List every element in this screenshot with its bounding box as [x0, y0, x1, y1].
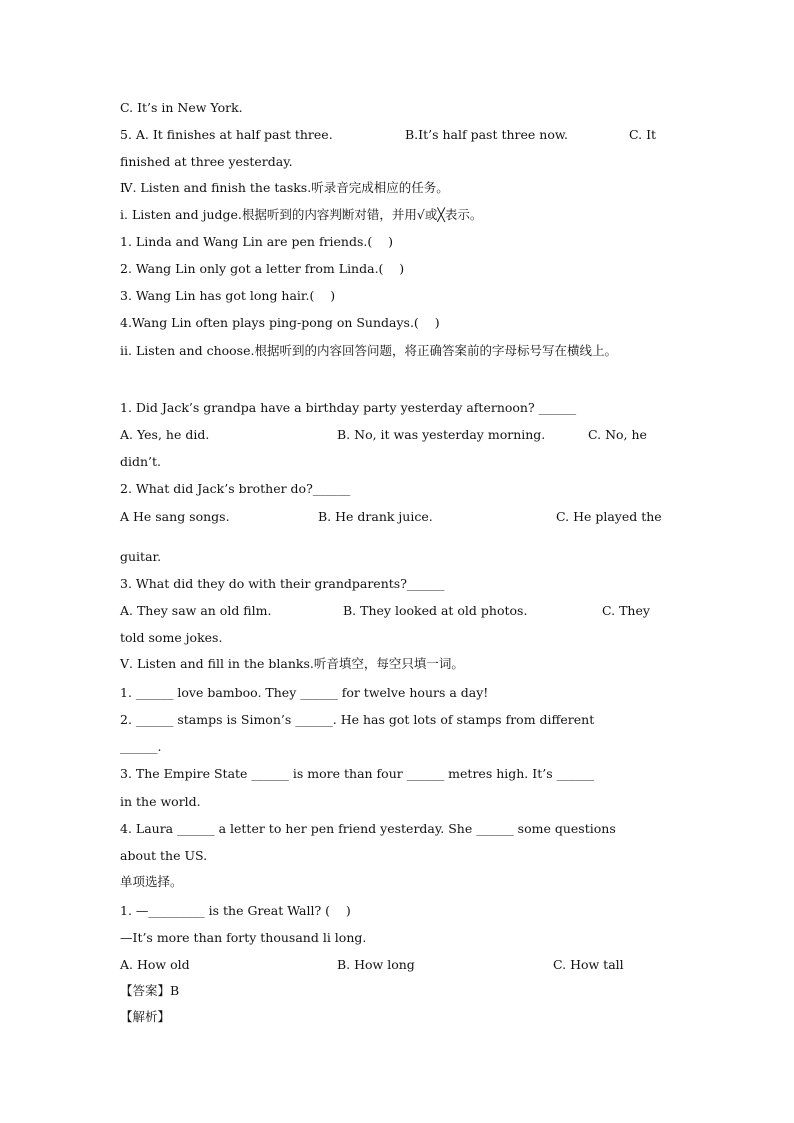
choose-q3-option-b: B. They looked at old photos. — [343, 603, 528, 618]
choose-q3-continuation: told some jokes. — [120, 630, 223, 645]
judge-item: 1. Linda and Wang Lin are pen friends.( ) — [120, 234, 394, 249]
fill-line: 2. ______ stamps is Simon’s ______. He has got lots of stamps from different — [120, 712, 595, 727]
part5-heading: Ⅴ. Listen and fill in the blanks.听音填空，每空只填一词。 — [120, 656, 464, 671]
answer-label: 【答案】B — [120, 983, 180, 998]
fill-line: about the US. — [120, 848, 208, 863]
fill-line: in the world. — [120, 794, 201, 809]
fill-line: ______. — [120, 739, 162, 754]
choose-q1-option-b: B. No, it was yesterday morning. — [337, 427, 546, 442]
q5-option-b: B.It’s half past three now. — [405, 127, 569, 142]
part4-ii-heading: ii. Listen and choose.根据听到的内容回答问题，将正确答案前的字母标号写在横线上。 — [120, 343, 617, 358]
single-choice-heading: 单项选择。 — [120, 874, 183, 889]
fill-line: 1. ______ love bamboo. They ______ for twelve hours a day! — [120, 685, 489, 700]
part4-heading: Ⅳ. Listen and finish the tasks.听录音完成相应的任务。 — [120, 180, 449, 195]
judge-item: 3. Wang Lin has got long hair.( ) — [120, 288, 336, 303]
choose-q1-question: 1. Did Jack’s grandpa have a birthday party yesterday afternoon? ______ — [120, 400, 577, 415]
choose-q1-continuation: didn’t. — [120, 454, 162, 469]
mc-q1-answer-line: —It’s more than forty thousand li long. — [120, 930, 367, 945]
mc-q1-option-a: A. How old — [120, 957, 190, 972]
choose-q1-option-c: C. No, he — [588, 427, 647, 442]
choose-q2-option-c: C. He played the — [556, 509, 662, 524]
choose-q2-option-b: B. He drank juice. — [318, 509, 433, 524]
choose-q3-question: 3. What did they do with their grandparents?______ — [120, 576, 445, 591]
q5-option-a: 5. A. It finishes at half past three. — [120, 127, 333, 142]
q5-continuation: finished at three yesterday. — [120, 154, 293, 169]
mc-q1-question: 1. —_________ is the Great Wall? ( ) — [120, 903, 351, 918]
choose-q1-option-a: A. Yes, he did. — [120, 427, 210, 442]
fill-line: 3. The Empire State ______ is more than four ______ metres high. It’s ______ — [120, 766, 595, 781]
analysis-label: 【解析】 — [120, 1009, 171, 1024]
judge-item: 2. Wang Lin only got a letter from Linda.( ) — [120, 261, 405, 276]
q4-option-c: C. It’s in New York. — [120, 100, 243, 115]
fill-line: 4. Laura ______ a letter to her pen friend yesterday. She ______ some questions — [120, 821, 616, 836]
choose-q2-question: 2. What did Jack’s brother do?______ — [120, 481, 351, 496]
q5-option-c: C. It — [629, 127, 657, 142]
mc-q1-option-c: C. How tall — [553, 957, 624, 972]
choose-q2-continuation: guitar. — [120, 549, 162, 564]
judge-item: 4.Wang Lin often plays ping-pong on Sundays.( ) — [120, 315, 440, 330]
choose-q3-option-c: C. They — [602, 603, 650, 618]
choose-q2-option-a: A He sang songs. — [120, 509, 230, 524]
part4-i-heading: i. Listen and judge.根据听到的内容判断对错，并用√或╳表示。 — [120, 207, 483, 222]
mc-q1-option-b: B. How long — [337, 957, 415, 972]
choose-q3-option-a: A. They saw an old film. — [120, 603, 272, 618]
